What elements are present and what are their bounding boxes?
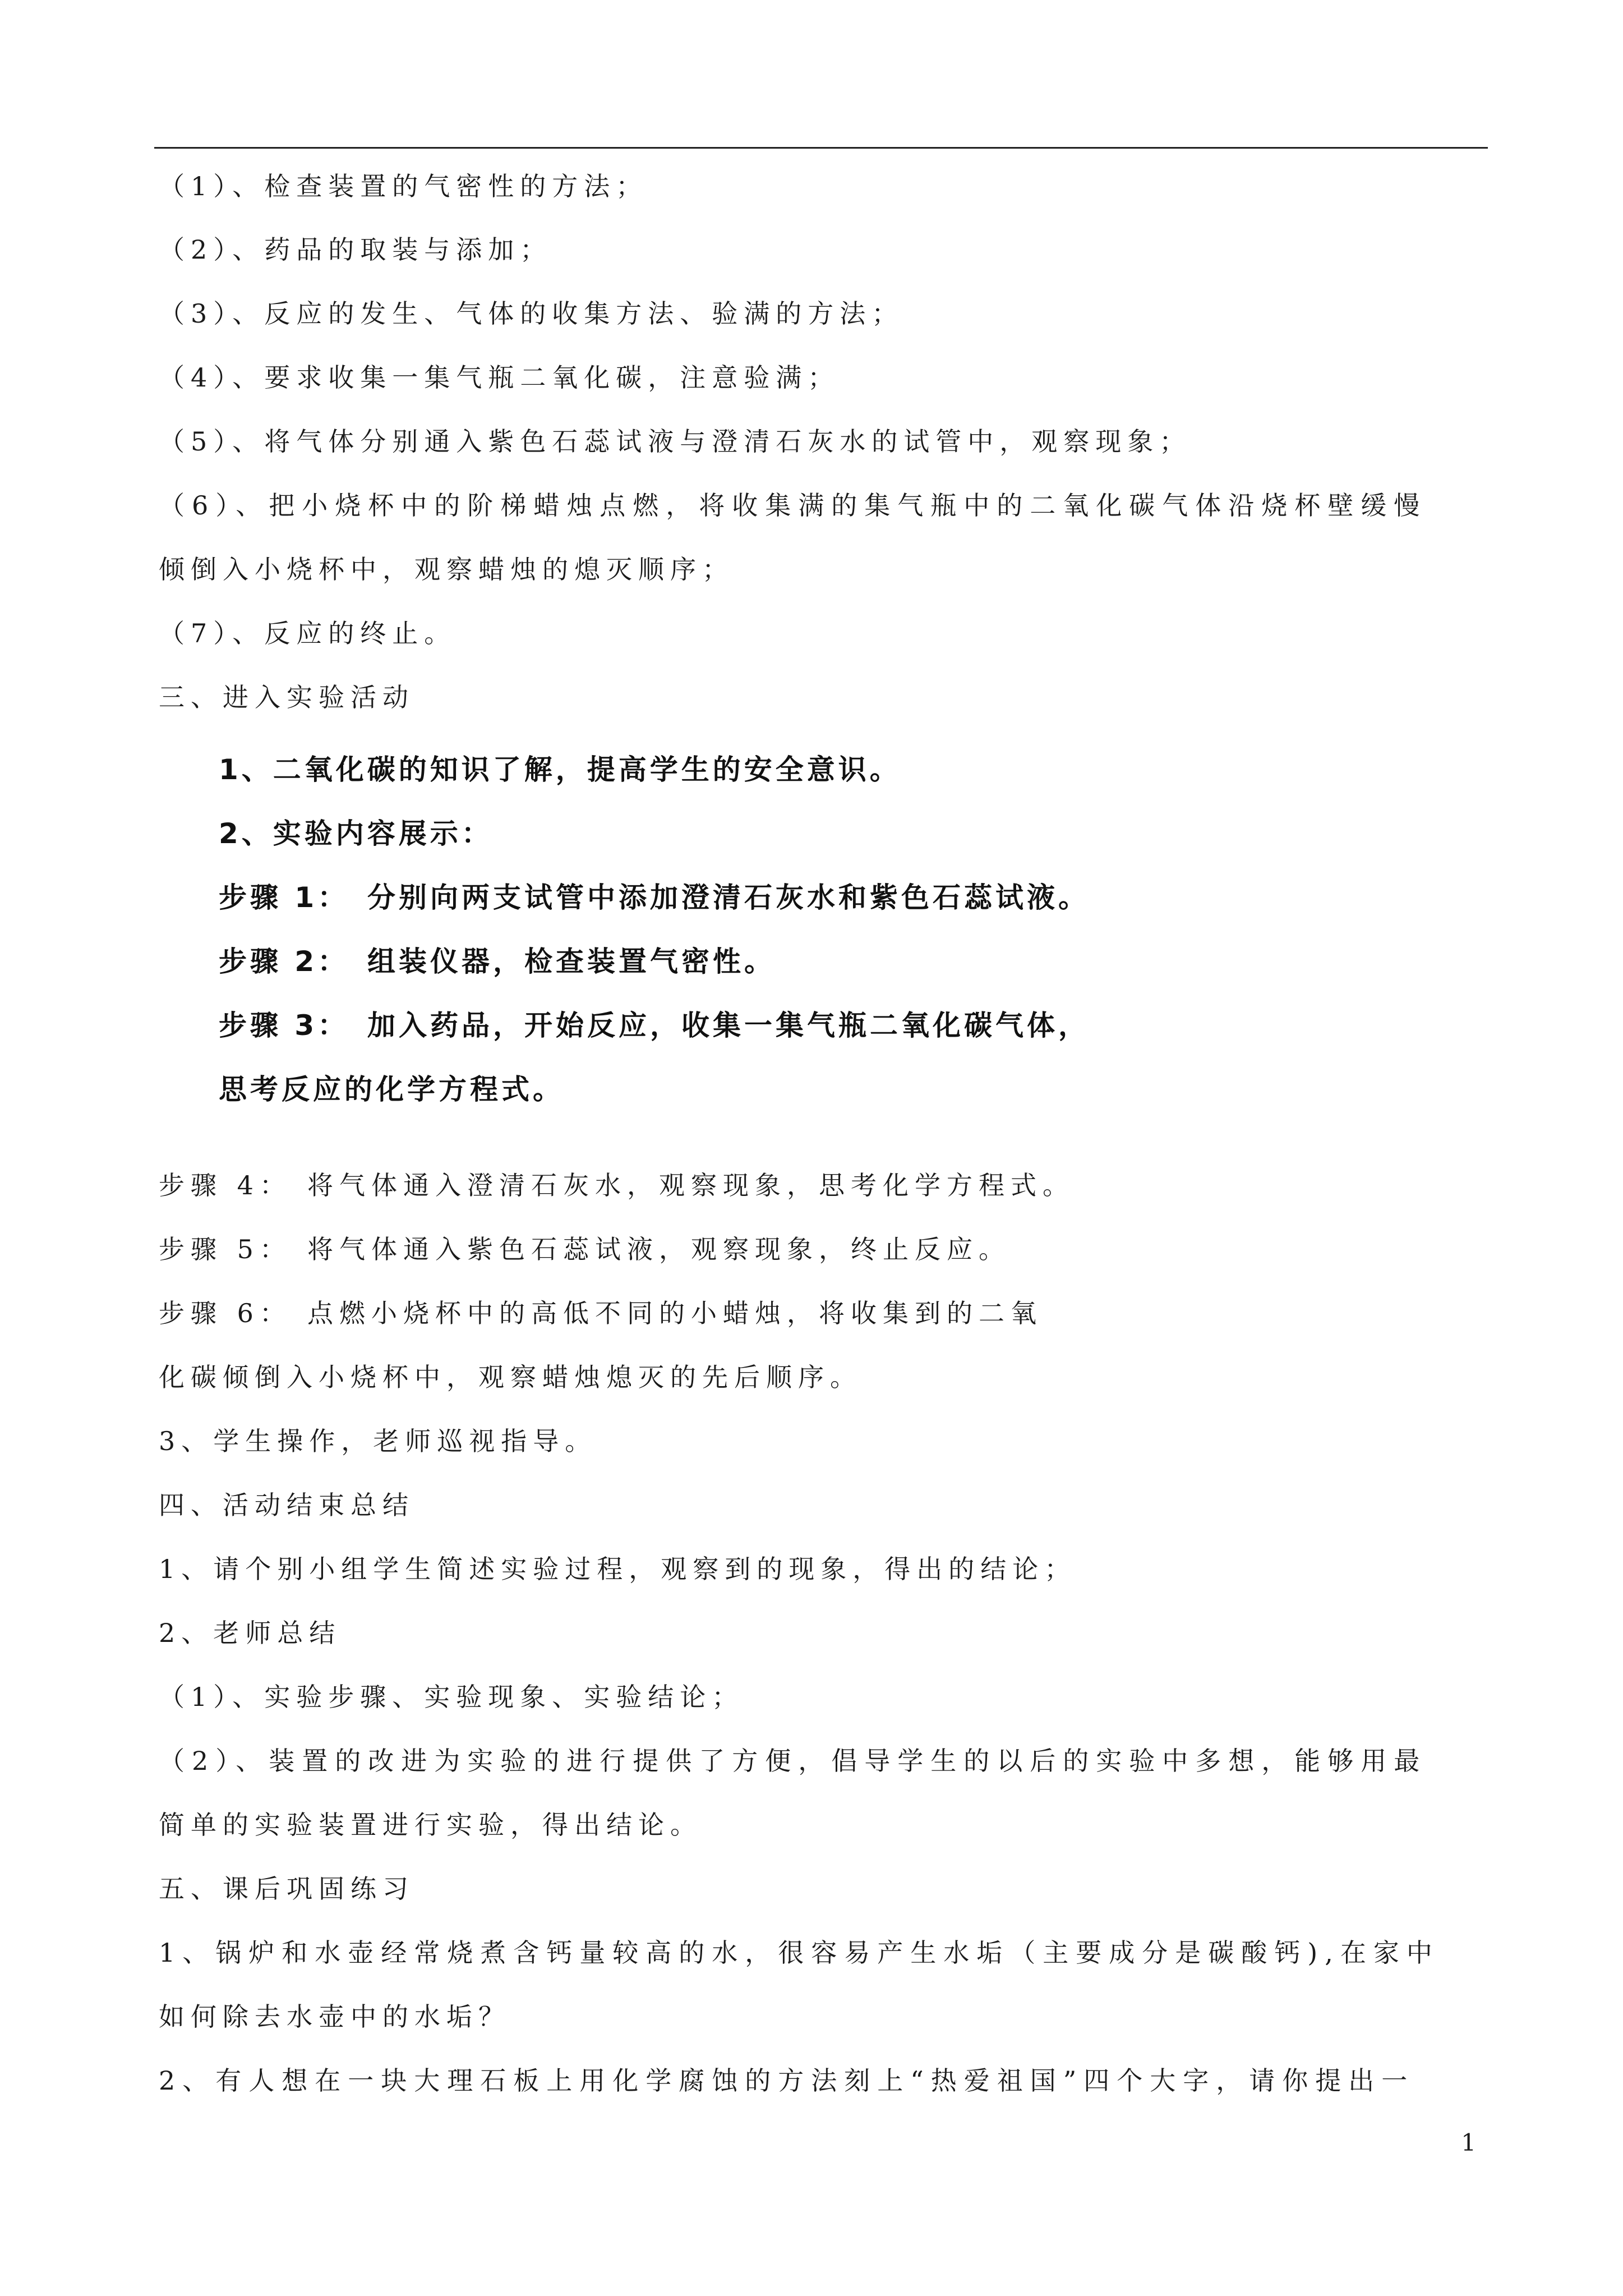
section-heading: 三、进入实验活动 — [159, 682, 414, 712]
list-item: （7）、反应的终止。 — [159, 618, 457, 648]
list-item: 2、老师总结 — [159, 1618, 342, 1648]
step-line — [159, 1296, 1043, 1330]
image-step-1 — [219, 880, 1090, 915]
list-item: （2）、装置的改进为实验的进行提供了方便，倡导学生的以后的实验中多想，能够用最 — [159, 1746, 1427, 1776]
page-number: 1 — [1461, 2129, 1476, 2156]
list-item: （4）、要求收集一集气瓶二氧化碳，注意验满； — [159, 362, 840, 393]
list-item: （1）、实验步骤、实验现象、实验结论； — [159, 1682, 744, 1712]
step-text: 将气体通入紫色石蕊试液，观察现象，终止反应。 — [307, 1234, 1011, 1264]
list-item: 1、锅炉和水壶经常烧煮含钙量较高的水，很容易产生水垢（主要成分是碳酸钙),在家中 — [159, 1938, 1440, 1968]
image-step-3-cont: 思考反应的化学方程式。 — [219, 1073, 564, 1106]
list-item: （6）、把小烧杯中的阶梯蜡烛点燃，将收集满的集气瓶中的二氧化碳气体沿烧杯壁缓慢 — [159, 490, 1427, 521]
header-rule — [154, 147, 1488, 149]
step-line — [159, 1232, 1011, 1266]
image-step-2 — [219, 944, 776, 979]
list-item: 简单的实验装置进行实验，得出结论。 — [159, 1810, 702, 1840]
step-line — [159, 1168, 1075, 1202]
list-item: （3）、反应的发生、气体的收集方法、验满的方法； — [159, 298, 904, 329]
section-heading: 四、活动结束总结 — [159, 1490, 414, 1520]
step-label: 步骤 6： — [159, 1298, 292, 1328]
list-item: （1）、检查装置的气密性的方法； — [159, 171, 648, 201]
list-item: 如何除去水壶中的水垢？ — [159, 2001, 510, 2032]
step-label: 步骤 4： — [159, 1170, 292, 1200]
list-item: 3、学生操作，老师巡视指导。 — [159, 1426, 597, 1456]
step-label: 步骤 1： — [219, 881, 349, 914]
image-line-1: 1、二氧化碳的知识了解，提高学生的安全意识。 — [219, 753, 901, 786]
step-label: 步骤 2： — [219, 945, 349, 978]
list-item: 1、请个别小组学生简述实验过程，观察到的现象，得出的结论； — [159, 1554, 1077, 1584]
list-item: 倾倒入小烧杯中，观察蜡烛的熄灭顺序； — [159, 554, 734, 585]
image-step-3 — [219, 1007, 1090, 1043]
step-text: 将气体通入澄清石灰水，观察现象，思考化学方程式。 — [307, 1170, 1075, 1200]
step-label: 步骤 3： — [219, 1009, 349, 1042]
step-text: 加入药品，开始反应，收集一集气瓶二氧化碳气体， — [367, 1009, 1090, 1042]
step-text: 组装仪器，检查装置气密性。 — [367, 945, 776, 978]
step-6-cont: 化碳倾倒入小烧杯中，观察蜡烛熄灭的先后顺序。 — [159, 1362, 862, 1392]
list-item: 2、有人想在一块大理石板上用化学腐蚀的方法刻上“热爱祖国”四个大字，请你提出一 — [159, 2065, 1415, 2096]
step-label: 步骤 5： — [159, 1234, 292, 1264]
list-item: （5）、将气体分别通入紫色石蕊试液与澄清石灰水的试管中，观察现象； — [159, 426, 1192, 457]
step-text: 分别向两支试管中添加澄清石灰水和紫色石蕊试液。 — [367, 881, 1090, 914]
section-heading: 五、课后巩固练习 — [159, 1874, 414, 1904]
list-item: （2）、药品的取装与添加； — [159, 234, 552, 265]
step-text: 点燃小烧杯中的高低不同的小蜡烛，将收集到的二氧 — [307, 1298, 1043, 1328]
image-line-2: 2、实验内容展示： — [219, 817, 493, 850]
